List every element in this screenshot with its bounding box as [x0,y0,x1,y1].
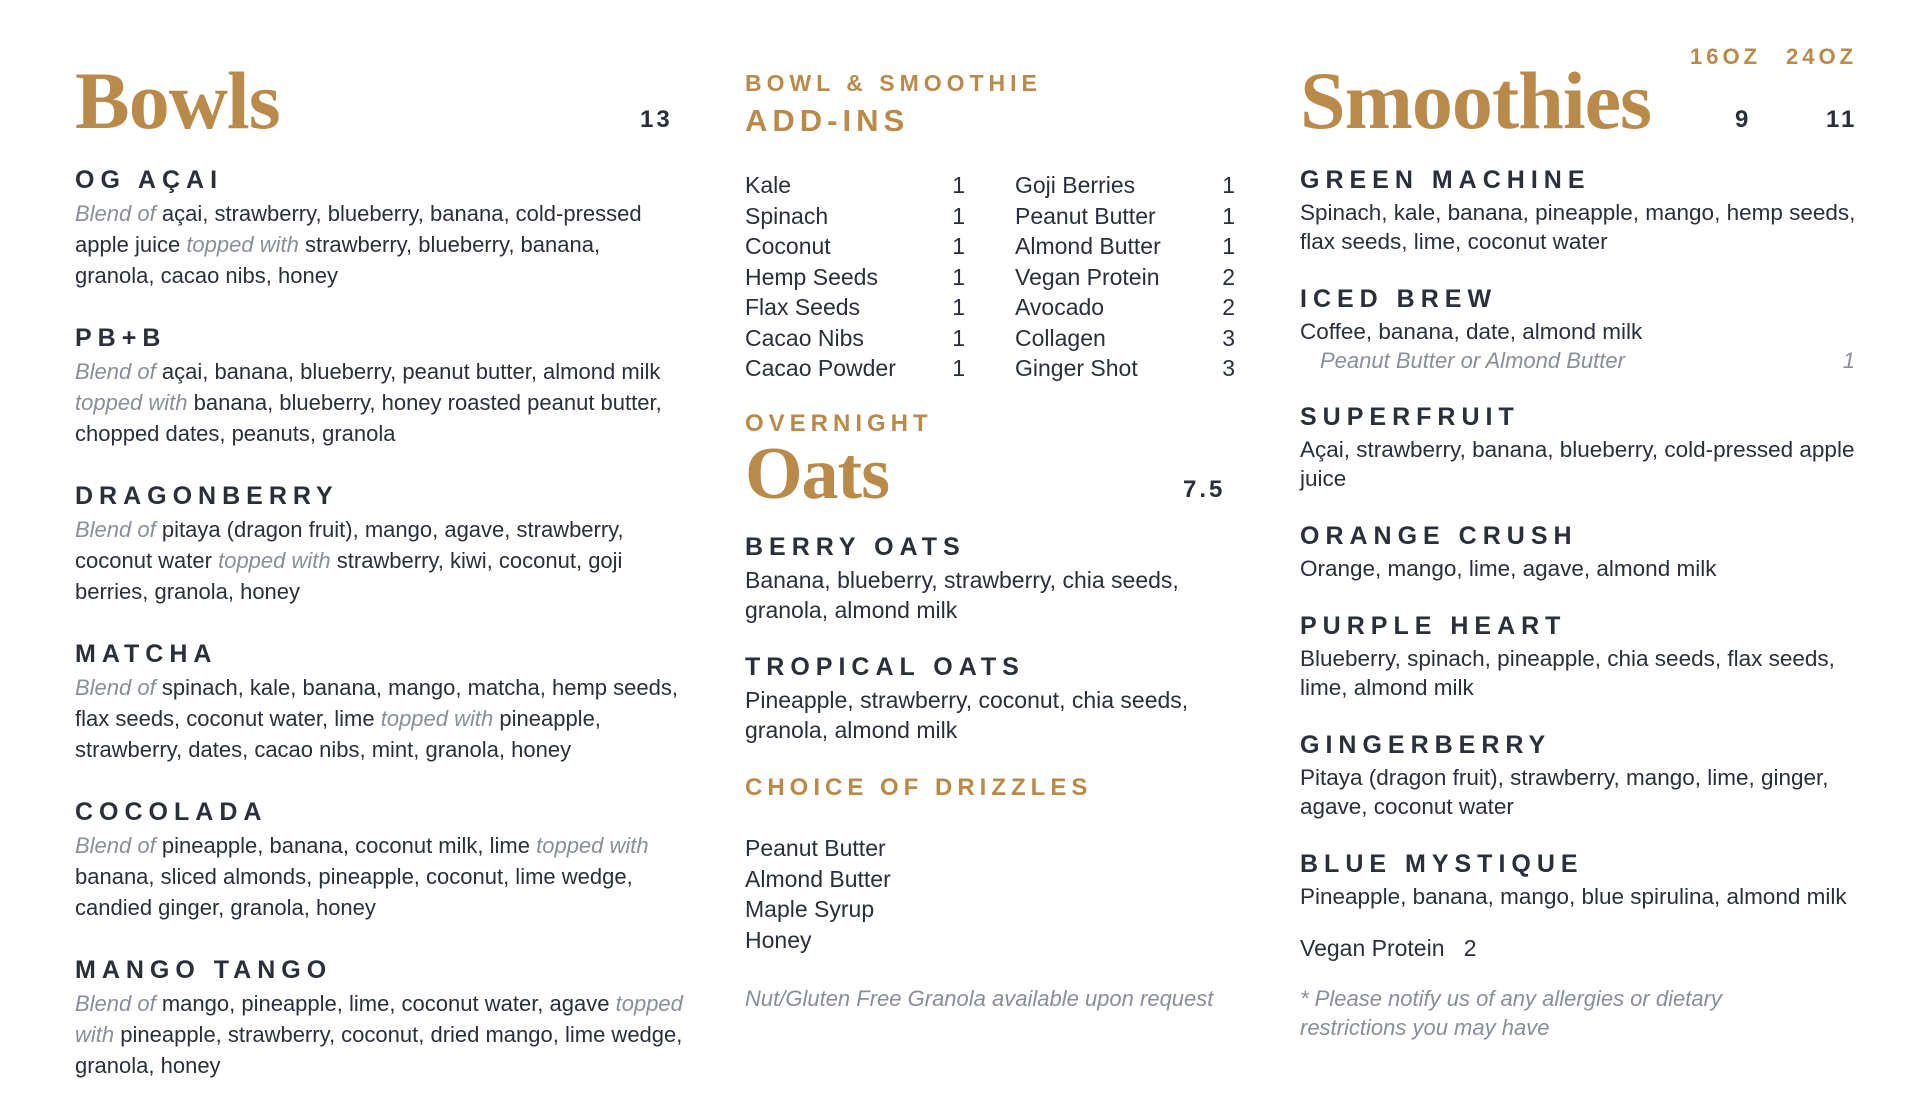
bowl-name: MANGO TANGO [75,956,333,984]
price-small: 9 [1735,106,1752,133]
iced-brew-option-price: 1 [1842,348,1855,373]
drizzle-item: Maple Syrup [745,896,875,922]
bowl-item [75,642,685,765]
smoothie-name: PURPLE HEART [1300,612,1567,640]
vegan-protein-price: 2 [1463,935,1477,961]
smoothie-description: Coffee, banana, date, almond milk [1300,319,1643,344]
drizzles-title: CHOICE OF DRIZZLES [745,774,1093,801]
addin-row: Flax Seeds 1 [745,294,965,320]
oat-name: BERRY OATS [745,533,966,561]
bowl-description: Blend of açai, banana, blueberry, peanut butter, almond milk topped with banana, blueberry, honey roasted peanut butter, chopped dates, peanuts, granola [75,359,662,446]
addins-title: ADD-INS [745,103,910,138]
price-large: 11 [1826,106,1858,133]
oats-kicker: OVERNIGHT [745,410,933,437]
smoothie-name: GINGERBERRY [1300,731,1552,759]
addin-row: Collagen 3 [1015,324,1235,351]
oat-description: Pineapple, strawberry, coconut, chia seeds, granola, almond milk [745,687,1189,743]
addin-row: Kale 1 [745,172,965,198]
bowl-name: COCOLADA [75,798,268,826]
smoothie-description: Spinach, kale, banana, pineapple, mango, hemp seeds, flax seeds, lime, coconut water [1300,200,1856,254]
bowl-item [75,484,685,607]
bowl-item [75,958,685,1081]
bowl-item [75,326,685,449]
oat-description: Banana, blueberry, strawberry, chia seeds, granola, almond milk [745,567,1179,623]
vegan-protein-addon [1300,933,1860,964]
drizzles-list [745,833,891,955]
drizzle-item: Honey [745,926,812,953]
oats-title: Oats [745,433,889,515]
smoothies-title: Smoothies [1300,55,1651,146]
addin-row: Goji Berries 1 [1015,172,1235,198]
addins-subtitle: BOWL & SMOOTHIE [745,70,1042,96]
oat-name: TROPICAL OATS [745,653,1025,681]
addin-row: Cacao Nibs 1 [745,324,965,351]
addin-row: Hemp Seeds 1 [745,263,965,290]
smoothie-item [1300,733,1860,821]
drizzle-item: Peanut Butter [745,835,886,861]
iced-brew-option-label: Peanut Butter or Almond Butter [1320,348,1625,373]
smoothie-description: Orange, mango, lime, agave, almond milk [1300,556,1717,581]
oats-list [745,535,1215,775]
addin-row: Ginger Shot 3 [1015,355,1235,381]
addin-row: Coconut 1 [745,233,965,259]
bowl-description: Blend of mango, pineapple, lime, coconut water, agave topped with pineapple, strawberry, coconut, dried mango, lime wedge, granola, honey [75,991,683,1078]
bowls-list [75,168,685,1116]
iced-brew-option [1300,346,1855,376]
bowl-item [75,800,685,923]
vegan-protein-label: Vegan Protein [1300,935,1445,961]
bowls-title: Bowls [75,55,280,146]
oat-item [745,655,1215,745]
drizzle-item: Almond Butter [745,865,891,892]
allergy-note: * Please notify us of any allergies or dietary restrictions you may have [1300,985,1722,1040]
smoothie-description: Pineapple, banana, mango, blue spirulina, almond milk [1300,884,1847,909]
bowls-price: 13 [640,106,673,133]
granola-note: Nut/Gluten Free Granola available upon request [745,986,1214,1011]
size-large-label: 24OZ [1786,44,1858,69]
bowl-item [75,168,685,291]
smoothie-item [1300,168,1860,256]
addins-list-left [745,170,965,384]
smoothie-description: Pitaya (dragon fruit), strawberry, mango, lime, ginger, agave, coconut water [1300,765,1829,819]
smoothie-item [1300,852,1860,911]
addin-row: Cacao Powder 1 [745,355,965,381]
smoothie-description: Blueberry, spinach, pineapple, chia seeds, flax seeds, lime, almond milk [1300,646,1835,700]
smoothie-name: GREEN MACHINE [1300,166,1591,194]
smoothie-item [1300,524,1860,583]
smoothie-name: BLUE MYSTIQUE [1300,850,1584,878]
smoothie-item [1300,614,1860,702]
bowl-name: PB+B [75,324,167,352]
smoothie-item [1300,405,1860,493]
addin-row: Almond Butter 1 [1015,233,1235,259]
smoothie-description: Açai, strawberry, banana, blueberry, cold-pressed apple juice [1300,437,1855,491]
addin-row: Peanut Butter 1 [1015,202,1235,229]
oats-price: 7.5 [1183,476,1226,503]
oat-item [745,535,1215,625]
smoothie-name: ORANGE CRUSH [1300,522,1578,550]
smoothie-name: ICED BREW [1300,285,1498,313]
smoothie-name: SUPERFRUIT [1300,403,1520,431]
smoothie-item [1300,287,1860,376]
bowl-name: MATCHA [75,640,218,668]
bowl-description: Blend of pitaya (dragon fruit), mango, agave, strawberry, coconut water topped with strawberry, kiwi, coconut, goji berries, granola, honey [75,517,624,604]
bowl-name: OG AÇAI [75,166,224,194]
smoothies-list [1300,168,1860,1042]
size-small-label: 16OZ [1690,44,1762,69]
addin-row: Spinach 1 [745,202,965,229]
addins-list-right [1015,170,1235,384]
addin-row: Vegan Protein 2 [1015,263,1235,290]
bowl-description: Blend of spinach, kale, banana, mango, matcha, hemp seeds, flax seeds, coconut water, lime topped with pineapple, strawberry, dates, cacao nibs, mint, granola, honey [75,675,678,762]
bowl-description: Blend of açai, strawberry, blueberry, banana, cold-pressed apple juice topped with strawberry, blueberry, banana, granola, cacao nibs, honey [75,201,642,288]
bowl-name: DRAGONBERRY [75,482,339,510]
addin-row: Avocado 2 [1015,294,1235,320]
bowl-description: Blend of pineapple, banana, coconut milk, lime topped with banana, sliced almonds, pineapple, coconut, lime wedge, candied ginger, granola, honey [75,833,649,920]
